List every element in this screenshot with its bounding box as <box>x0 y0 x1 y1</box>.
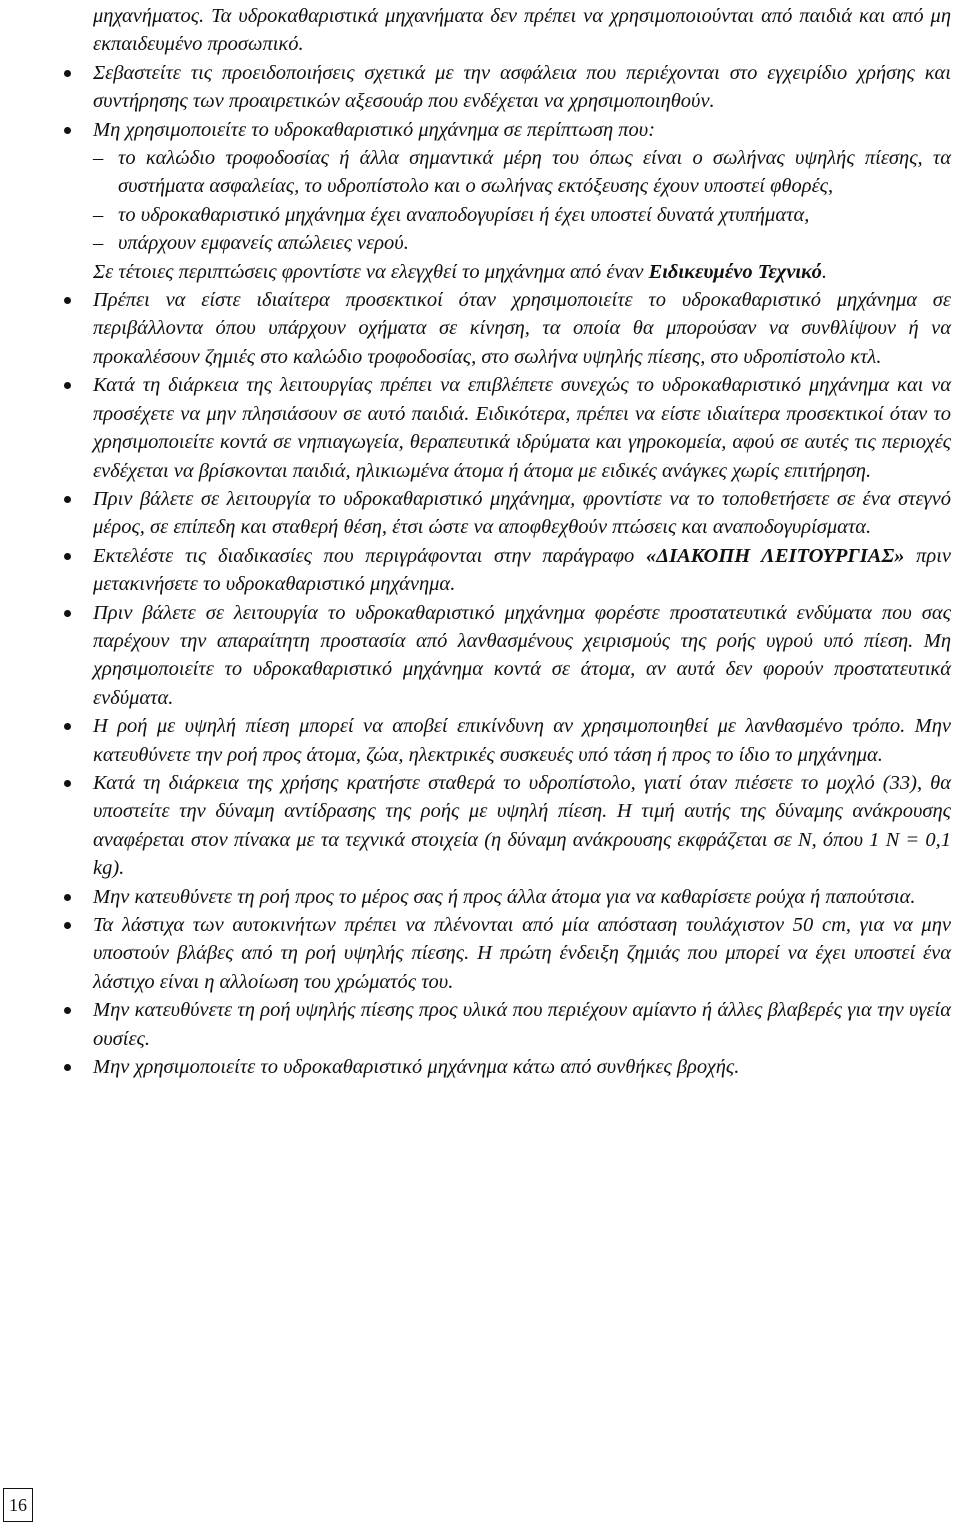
sub-list-item <box>93 201 951 229</box>
bullet-text: Η ροή με υψηλή πίεση μπορεί να αποβεί επικίνδυνη αν χρησιμοποιηθεί με λανθασμένο τρόπο. Μην κατευθύνετε την ροή προς άτομα, ζώα, ηλεκτρικές συσκευές υπό τάση ή προς το ίδιο το μηχάνημα. <box>93 715 951 766</box>
bullet-icon <box>64 553 71 560</box>
list-item <box>93 542 951 599</box>
bullet-icon <box>64 496 71 503</box>
bullet-text: Κατά τη διάρκεια της λειτουργίας πρέπει να επιβλέπετε συνεχώς το υδροκαθαριστικό μηχάνημα και να προσέχετε να μην πλησιάσουν σε αυτό παιδιά. Ειδικότερα, πρέπει να είστε ιδιαίτερα προσεκτικοί όταν το χρησιμοποιείτε κοντά σε νηπιαγωγεία, θεραπευτικά ιδρύματα και γηροκομεία, αφού σε αυτές τις περιοχές ενδέχεται να βρίσκονται παιδιά, ηλικιωμένα άτομα ή άτομα με ειδικές ανάγκες χωρίς επιτήρηση. <box>93 374 951 482</box>
bullet-icon <box>64 894 71 901</box>
outro-text: Σε τέτοιες περιπτώσεις φροντίστε να ελεγχθεί το μηχάνημα από έναν <box>93 260 644 283</box>
bullet-icon <box>64 382 71 389</box>
dash-icon: – <box>93 203 104 226</box>
bullet-icon <box>64 70 71 77</box>
outro-period: . <box>821 260 827 283</box>
bullet-text: Πρέπει να είστε ιδιαίτερα προσεκτικοί όταν χρησιμοποιείτε το υδροκαθαριστικό μηχάνημα σε περιβάλλοντα όπου υπάρχουν οχήματα σε κίνηση, τα οποία θα μπορούσαν να συνθλίψουν ή να προκαλέσουν ζημιές στο καλώδιο τροφοδοσίας, στο σωλήνα υψηλής πίεσης, στο υδροπίστολο κτλ. <box>93 289 951 368</box>
bullet-text: Κατά τη διάρκεια της χρήσης κρατήστε σταθερά το υδροπίστολο, γιατί όταν πιέσετε το μοχλό (33), θα υποστείτε την δύναμη αντίδρασης της ροής με υψηλή πίεση. Η τιμή αυτής της δύναμης ανάκρουσης αναφέρεται στον πίνακα με τα τεχνικά στοιχεία (η δύναμη ανάκρουσης εκφράζεται σε N, όπου 1 N = 0,1 kg). <box>93 771 951 880</box>
page-number: 16 <box>3 1488 33 1522</box>
bullet-icon <box>64 610 71 617</box>
bullet-outro <box>93 258 951 286</box>
sub-list-text: το υδροκαθαριστικό μηχάνημα έχει αναποδογυρίσει ή έχει υποστεί δυνατά χτυπήματα, <box>118 203 810 226</box>
bullet-text: Τα λάστιχα των αυτοκινήτων πρέπει να πλένονται από μία απόσταση τουλάχιστον 50 cm, για να μην υποστούν βλάβες από τη ροή υψηλής πίεσης. Η πρώτη ένδειξη ζημιάς που μπορεί να έχει υποστεί ένα λάστιχο είναι η αλλοίωση του χρώματός του. <box>93 914 951 993</box>
bullet-icon <box>64 1064 71 1071</box>
bullet-icon <box>64 1007 71 1014</box>
dash-icon: – <box>93 147 104 170</box>
bullet-text <box>93 542 951 599</box>
sub-list-text: το καλώδιο τροφοδοσίας ή άλλα σημαντικά μέρη του όπως είναι ο σωλήνας υψηλής πίεσης, τα συστήματα ασφαλείας, το υδροπίστολο και ο σωλήνας εκτόξευσης έχουν υποστεί φθορές, <box>118 147 951 198</box>
list-item <box>93 883 951 911</box>
list-item <box>93 116 951 286</box>
bullet-icon <box>64 780 71 787</box>
bullet-text: Πριν βάλετε σε λειτουργία το υδροκαθαριστικό μηχάνημα φορέστε προστατευτικά ενδύματα που σας παρέχουν την απαραίτητη προστασία από λανθασμένους χειρισμούς της ροής υγρού υπό πίεση. Μη χρησιμοποιείτε το υδροκαθαριστικό μηχάνημα κοντά σε άτομα, αν αυτά δεν φορούν προστατευτικά ενδύματα. <box>93 601 951 709</box>
list-item <box>93 996 951 1053</box>
list-item <box>93 59 951 116</box>
b6-post-text: πριν μετακινήσετε το υδροκαθαριστικό μηχάνημα. <box>93 544 951 596</box>
bullet-text: Μη χρησιμοποιείτε το υδροκαθαριστικό μηχάνημα σε περίπτωση που: <box>93 118 656 141</box>
list-item <box>93 599 951 713</box>
sub-list <box>93 144 951 258</box>
sub-list-text: υπάρχουν εμφανείς απώλειες νερού. <box>118 232 409 255</box>
b6-bold-text: «ΔΙΑΚΟΠΗ ΛΕΙΤΟΥΡΓΙΑΣ» <box>646 544 905 567</box>
bullet-text: Πριν βάλετε σε λειτουργία το υδροκαθαριστικό μηχάνημα, φροντίστε να το τοποθετήσετε σε ένα στεγνό μέρος, σε επίπεδη και σταθερή θέση, έτσι ώστε να αποφθεχθούν πτώσεις και αναποδογυρίσματα. <box>93 487 951 539</box>
bullet-icon <box>64 127 71 134</box>
list-item <box>93 911 951 996</box>
dash-icon: – <box>93 232 104 255</box>
sub-list-item <box>93 144 951 201</box>
bullet-icon <box>64 723 71 730</box>
list-item <box>93 1053 951 1081</box>
list-item <box>93 485 951 542</box>
list-item <box>93 769 951 883</box>
outro-bold-text: Ειδικευμένο Τεχνικό <box>648 260 822 283</box>
bullet-icon <box>64 297 71 304</box>
bullet-text: Μην κατευθύνετε τη ροή υψηλής πίεσης προς υλικά που περιέχουν αμίαντο ή άλλες βλαβερές για την υγεία ουσίες. <box>93 999 951 1050</box>
intro-paragraph: μηχανήματος. Τα υδροκαθαριστικά μηχανήματα δεν πρέπει να χρησιμοποιούνται από παιδιά και από μη εκπαιδευμένο προσωπικό. <box>93 5 951 56</box>
bullet-text: Σεβαστείτε τις προειδοποιήσεις σχετικά με την ασφάλεια που περιέχονται στο εγχειρίδιο χρήσης και συντήρησης των προαιρετικών αξεσουάρ που ενδέχεται να χρησιμοποιηθούν. <box>93 61 951 113</box>
b6-pre-text: Εκτελέστε τις διαδικασίες που περιγράφονται στην παράγραφο <box>93 544 635 567</box>
bullet-icon <box>64 922 71 929</box>
safety-text-block <box>93 2 951 1081</box>
list-item <box>93 286 951 371</box>
bullet-text: Μην κατευθύνετε τη ροή προς το μέρος σας ή προς άλλα άτομα για να καθαρίσετε ρούχα ή παπούτσια. <box>93 885 916 908</box>
bullet-text: Μην χρησιμοποιείτε το υδροκαθαριστικό μηχάνημα κάτω από συνθήκες βροχής. <box>93 1056 740 1079</box>
list-item <box>93 712 951 769</box>
list-item <box>93 371 951 485</box>
sub-list-item <box>93 229 951 257</box>
